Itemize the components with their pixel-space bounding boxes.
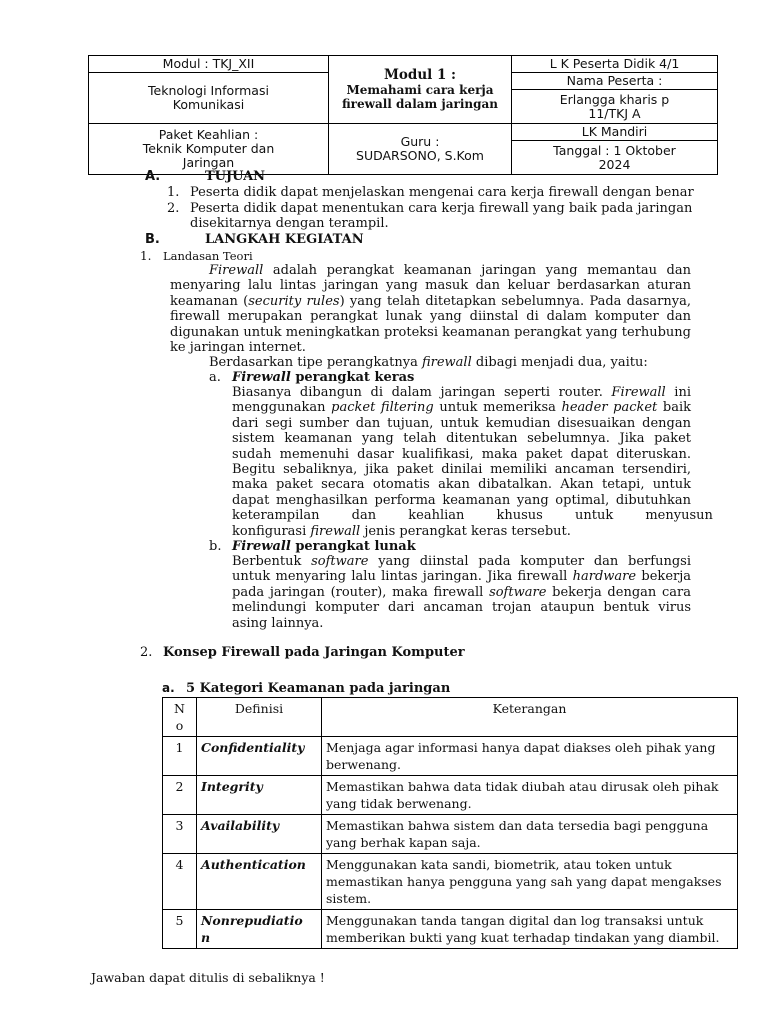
intro-line4: firewall merupakan perangkat lunak yang diinstal di dalam komputer dan: [170, 309, 691, 325]
sub-a-line8: dapat menghasilkan performa keamanan yang optimal, dibutuhkan: [232, 492, 691, 508]
intro-line2: menyaring lalu lintas jaringan yang masuk dan keluar berdasarkan aturan: [170, 278, 691, 294]
student-name: Erlangga kharis p: [559, 91, 670, 107]
sub-a-l2d: header packet: [561, 400, 658, 416]
row1-def: Confidentiality: [197, 737, 322, 776]
tujuan-2-line2: disekitarnya dengan terampil.: [190, 216, 389, 232]
header-definisi: Definisi: [197, 698, 322, 737]
sub-a-l1c: ini: [674, 385, 691, 400]
paket-line2: Teknik Komputer dan: [142, 141, 275, 156]
sub-b-l2a: untuk menyaring lalu lintas jaringan. Jika firewall: [232, 569, 568, 585]
sub-a-l2e: baik: [662, 400, 691, 416]
types-intro: [209, 355, 648, 370]
tujuan-2-line1: Peserta didik dapat menentukan cara kerja firewall yang baik pada jaringan: [190, 201, 693, 216]
sub2a-title: 5 Kategori Keamanan pada jaringan: [186, 681, 451, 696]
sub-a-title-b: perangkat keras: [295, 370, 415, 385]
sub-b-paragraph: [232, 554, 691, 631]
sub-b-line2: [232, 569, 691, 584]
sub-a-line9: keterampilan dan keahlian khusus untuk menyusun: [232, 508, 713, 524]
table-row: [163, 815, 738, 854]
section-b-marker: B.: [145, 232, 160, 247]
tanggal-line2: 2024: [598, 156, 631, 172]
sub-a-paragraph: [232, 385, 713, 539]
row4-def: Authentication: [197, 854, 322, 910]
sub-b-line5: asing lainnya.: [232, 615, 324, 631]
row2-ket: Memastikan bahwa data tidak diubah atau dirusak oleh pihak yang tidak berwenang.: [322, 776, 738, 815]
intro-l1: adalah perangkat keamanan jaringan yang memantau dan: [272, 263, 692, 278]
paket-line3: Jaringan: [182, 155, 235, 170]
types-intro-a: Berdasarkan tipe perangkatnya: [209, 355, 418, 370]
sub-b-marker: b.: [209, 539, 222, 554]
row1-no: 1: [163, 737, 197, 776]
paket-cell: [89, 124, 329, 175]
sub-a-line2: [232, 400, 691, 415]
guru-label: Guru :: [400, 134, 440, 149]
intro-firewall: Firewall: [209, 263, 264, 278]
row5-ket: Menggunakan tanda tangan digital dan log transaksi untuk memberikan bukti yang kuat terhadap tindakan yang diambil.: [322, 910, 738, 949]
sub-a-l1b: Firewall: [611, 385, 666, 400]
sub-b-l2c: bekerja: [641, 569, 692, 585]
table-row: [163, 776, 738, 815]
intro-l3b: security rules: [248, 293, 340, 309]
types-intro-b: firewall: [421, 355, 472, 370]
section-a-title: TUJUAN: [205, 169, 266, 184]
item1-title: Landasan Teori: [163, 249, 253, 263]
sub-a-line10: [232, 524, 691, 539]
sub-a-l2c: untuk memeriksa: [439, 400, 556, 416]
row1-ket: Menjaga agar informasi hanya dapat diakses oleh pihak yang berwenang.: [322, 737, 738, 776]
sub-a-line4: sistem keamanan yang telah ditentukan sebelumnya. Jika paket: [232, 431, 691, 447]
header-table: [88, 55, 718, 175]
sub-a-l2b: packet filtering: [331, 400, 434, 416]
header-no: N o: [163, 698, 197, 737]
sub-b-line4: melindungi komputer dari ancaman trojan ataupun bentuk virus: [232, 600, 691, 616]
row3-no: 3: [163, 815, 197, 854]
paket-line1: Paket Keahlian :: [158, 127, 259, 142]
sub-a-marker: a.: [209, 370, 221, 385]
sub-b-line1: [232, 554, 691, 569]
sub-a-l1a: Biasanya dibangun di dalam jaringan seperti router.: [232, 385, 603, 400]
sub-b-l1b: software: [311, 554, 369, 569]
table-row: [163, 737, 738, 776]
sub-b-l1c: yang diinstal pada komputer dan berfungsi: [378, 554, 691, 569]
sub-a-line3: dari segi sumber dan tujuan, untuk kemudian disesuaikan dengan: [232, 415, 691, 431]
sub-b-l3a: pada jaringan (router), maka firewall: [232, 584, 484, 600]
row3-def: Availability: [197, 815, 322, 854]
table-row: [163, 910, 738, 949]
nama-peserta-cell: Nama Peserta :: [512, 73, 718, 90]
item1-num: 1.: [140, 249, 152, 263]
intro-line5: digunakan untuk meningkatkan proteksi keamanan perangkat yang terhubung: [170, 324, 692, 340]
intro-line1: [170, 263, 691, 278]
sub-b-l2b: hardware: [572, 569, 637, 585]
intro-line6: ke jaringan internet.: [170, 339, 306, 355]
sub-b-title: [232, 539, 416, 554]
sub-a-line5: sudah memenuhi dasar kualifikasi, maka paket dapat diteruskan.: [232, 446, 691, 462]
sub-b-title-b: perangkat lunak: [295, 539, 416, 554]
student-class: 11/TKJ A: [588, 105, 641, 121]
sub-a-l10c: jenis perangkat keras tersebut.: [364, 523, 571, 539]
sub-a-line7: maka paket secara otomatis akan dibatalkan. Akan tetapi, untuk: [232, 477, 691, 493]
guru-name: SUDARSONO, S.Kom: [356, 148, 484, 163]
row3-ket: Memastikan bahwa sistem dan data tersedia bagi pengguna yang berhak kapan saja.: [322, 815, 738, 854]
tujuan-1-text: Peserta didik dapat menjelaskan mengenai cara kerja firewall dengan benar: [190, 185, 694, 200]
section-b-title: LANGKAH KEGIATAN: [205, 232, 364, 247]
intro-l3a: keamanan (: [170, 293, 249, 309]
row4-no: 4: [163, 854, 197, 910]
sub-a-line1: [232, 385, 691, 400]
section-a-marker: A.: [145, 169, 161, 184]
module-title: Modul 1 :: [383, 67, 457, 83]
sub-b-l1a: Berbentuk: [232, 554, 302, 569]
intro-paragraph: [170, 263, 691, 355]
row5-no: 5: [163, 910, 197, 949]
row2-no: 2: [163, 776, 197, 815]
subject-cell: [89, 73, 329, 124]
sub-a-title-i: Firewall: [232, 370, 291, 385]
module-desc-line1: Memahami cara kerja: [346, 83, 494, 97]
tujuan-2-num: 2.: [167, 201, 180, 216]
lk-mandiri-cell: LK Mandiri: [512, 124, 718, 141]
module-title-cell: [329, 56, 512, 124]
module-desc-line2: firewall dalam jaringan: [341, 97, 499, 111]
tanggal-cell: [512, 141, 718, 175]
sub-a-l10b: firewall: [310, 523, 361, 539]
subject-line1: Teknologi Informasi: [148, 83, 269, 98]
lk-peserta-cell: L K Peserta Didik 4/1: [512, 56, 718, 73]
subject-line2: Komunikasi: [172, 97, 245, 112]
sub-a-l10a: konfigurasi: [232, 523, 307, 539]
sub2a-marker: a.: [162, 681, 175, 695]
sub-b-l3b: software: [489, 584, 547, 600]
table-row: [163, 854, 738, 910]
intro-l3c: ) yang telah ditetapkan sebelumnya. Pada dasarnya,: [339, 293, 691, 309]
tujuan-2-text: [190, 201, 693, 232]
sub-b-title-i: Firewall: [232, 539, 291, 554]
student-cell: [512, 90, 718, 124]
types-intro-c: dibagi menjadi dua, yaitu:: [475, 355, 648, 370]
guru-cell: [329, 124, 512, 175]
header-keterangan: Keterangan: [322, 698, 738, 737]
table-header-row: [163, 698, 738, 737]
tanggal-line1: Tanggal : 1 Oktober: [553, 142, 676, 158]
sub-a-line6: Begitu sebaliknya, jika paket dinilai memiliki ancaman tersendiri,: [232, 461, 691, 477]
row4-ket: Menggunakan kata sandi, biometrik, atau token untuk memastikan hanya pengguna yang sah yang dapat mengakses sistem.: [322, 854, 738, 910]
item2-title: Konsep Firewall pada Jaringan Komputer: [163, 645, 465, 660]
tujuan-1-num: 1.: [167, 185, 180, 200]
row2-def: Integrity: [197, 776, 322, 815]
sub-a-l2a: menggunakan: [232, 400, 326, 416]
sub-b-l3c: bekerja dengan cara: [552, 584, 691, 600]
item2-num: 2.: [140, 645, 153, 660]
row5-def: Nonrepudiatio n: [197, 910, 322, 949]
footer-note: Jawaban dapat ditulis di sebaliknya !: [91, 970, 325, 985]
security-categories-table: [162, 697, 738, 949]
sub-a-title: [232, 370, 414, 385]
intro-line3: [170, 294, 691, 309]
modul-cell: Modul : TKJ_XII: [89, 56, 329, 73]
sub-b-line3: [232, 585, 691, 600]
